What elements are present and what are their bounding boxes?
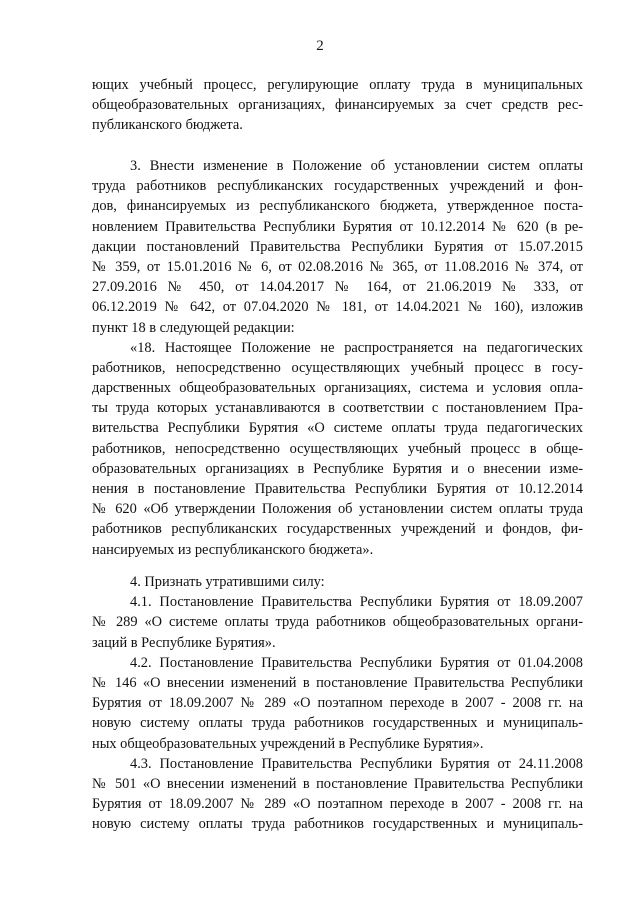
text-line: дакции постановлений Правительства Республики Бурятия от 15.07.2015 — [92, 238, 583, 255]
text-line: дарственных общеобразовательных организациях, система и условия опла- — [92, 380, 583, 397]
text-line: общеобразовательных организациях, финансируемых за счет средств рес- — [92, 97, 583, 114]
text-line: Бурятия от 18.09.2007 № 289 «О поэтапном переходе в 2007 - 2008 гг. на — [92, 695, 583, 712]
text-line: вительства Республики Бурятия «О системе оплаты труда педагогических — [92, 420, 583, 437]
text-line: 4.2. Постановление Правительства Республики Бурятия от 01.04.2008 — [130, 654, 583, 671]
text-line: № 620 «Об утверждении Положения об установлении систем оплаты труда — [92, 501, 583, 518]
text-line: № 501 «О внесении изменений в постановление Правительства Республики — [92, 775, 583, 792]
text-line: работников, непосредственно осуществляющих учебный процесс в обще- — [92, 440, 583, 457]
text-line: труда работников республиканских государственных учреждений и фон- — [92, 178, 583, 195]
text-line: образовательных организациях в Республике Бурятия и о внесении изме- — [92, 460, 583, 477]
text-line: новую систему оплаты труда работников государственных и муниципаль- — [92, 715, 583, 732]
paragraph-item-4 — [92, 572, 583, 834]
page-number: 2 — [316, 38, 324, 54]
text-line: новлением Правительства Республики Бурятия от 10.12.2014 № 620 (в ре- — [92, 218, 583, 235]
text-line: работников республиканских государственных учреждений и фондов, фи- — [92, 521, 583, 538]
text-line: ты труда которых устанавливаются в соответствии с постановлением Пра- — [92, 400, 583, 417]
text-line: 3. Внести изменение в Положение об установлении систем оплаты — [130, 158, 583, 174]
text-line: Бурятия от 18.09.2007 № 289 «О поэтапном переходе в 2007 - 2008 гг. на — [92, 796, 583, 813]
text-line: нансируемых из республиканского бюджета». — [92, 541, 374, 558]
text-line: ющих учебный процесс, регулирующие оплату труда в муниципальных — [92, 77, 583, 93]
text-line: 06.12.2019 № 642, от 07.04.2020 № 181, от 14.04.2021 № 160), изложив — [92, 299, 583, 316]
text-line: 27.09.2016 № 450, от 14.04.2017 № 164, от 21.06.2019 № 333, от — [92, 279, 583, 296]
paragraph-continuation — [92, 75, 583, 136]
text-line: 4.3. Постановление Правительства Республики Бурятия от 24.11.2008 — [130, 755, 583, 772]
text-line: работников, непосредственно осуществляющих учебный процесс в госу- — [92, 359, 583, 376]
text-line: № 146 «О внесении изменений в постановление Правительства Республики — [92, 674, 583, 691]
text-line: № 289 «О системе оплаты труда работников общеобразовательных органи- — [92, 614, 583, 631]
text-line: 4. Признать утратившими силу: — [130, 574, 325, 590]
text-line: «18. Настоящее Положение не распространяется на педагогических — [130, 339, 583, 356]
text-line: заций в Республике Бурятия». — [92, 634, 276, 651]
text-line: пункт 18 в следующей редакции: — [92, 319, 295, 336]
text-line: публиканского бюджета. — [92, 117, 243, 134]
text-line: нения в постановление Правительства Республики Бурятия от 10.12.2014 — [92, 481, 583, 497]
text-line: № 359, от 15.01.2016 № 6, от 02.08.2016 № 365, от 11.08.2016 № 374, от — [92, 258, 583, 275]
text-line: новую систему оплаты труда работников государственных и муниципаль- — [92, 816, 583, 833]
text-line: дов, финансируемых из республиканского бюджета, утвержденное поста- — [92, 198, 583, 215]
text-line: 4.1. Постановление Правительства Республики Бурятия от 18.09.2007 — [130, 594, 583, 611]
paragraph-item-3 — [92, 156, 583, 560]
text-line: ных общеобразовательных учреждений в Республике Бурятия». — [92, 735, 484, 752]
